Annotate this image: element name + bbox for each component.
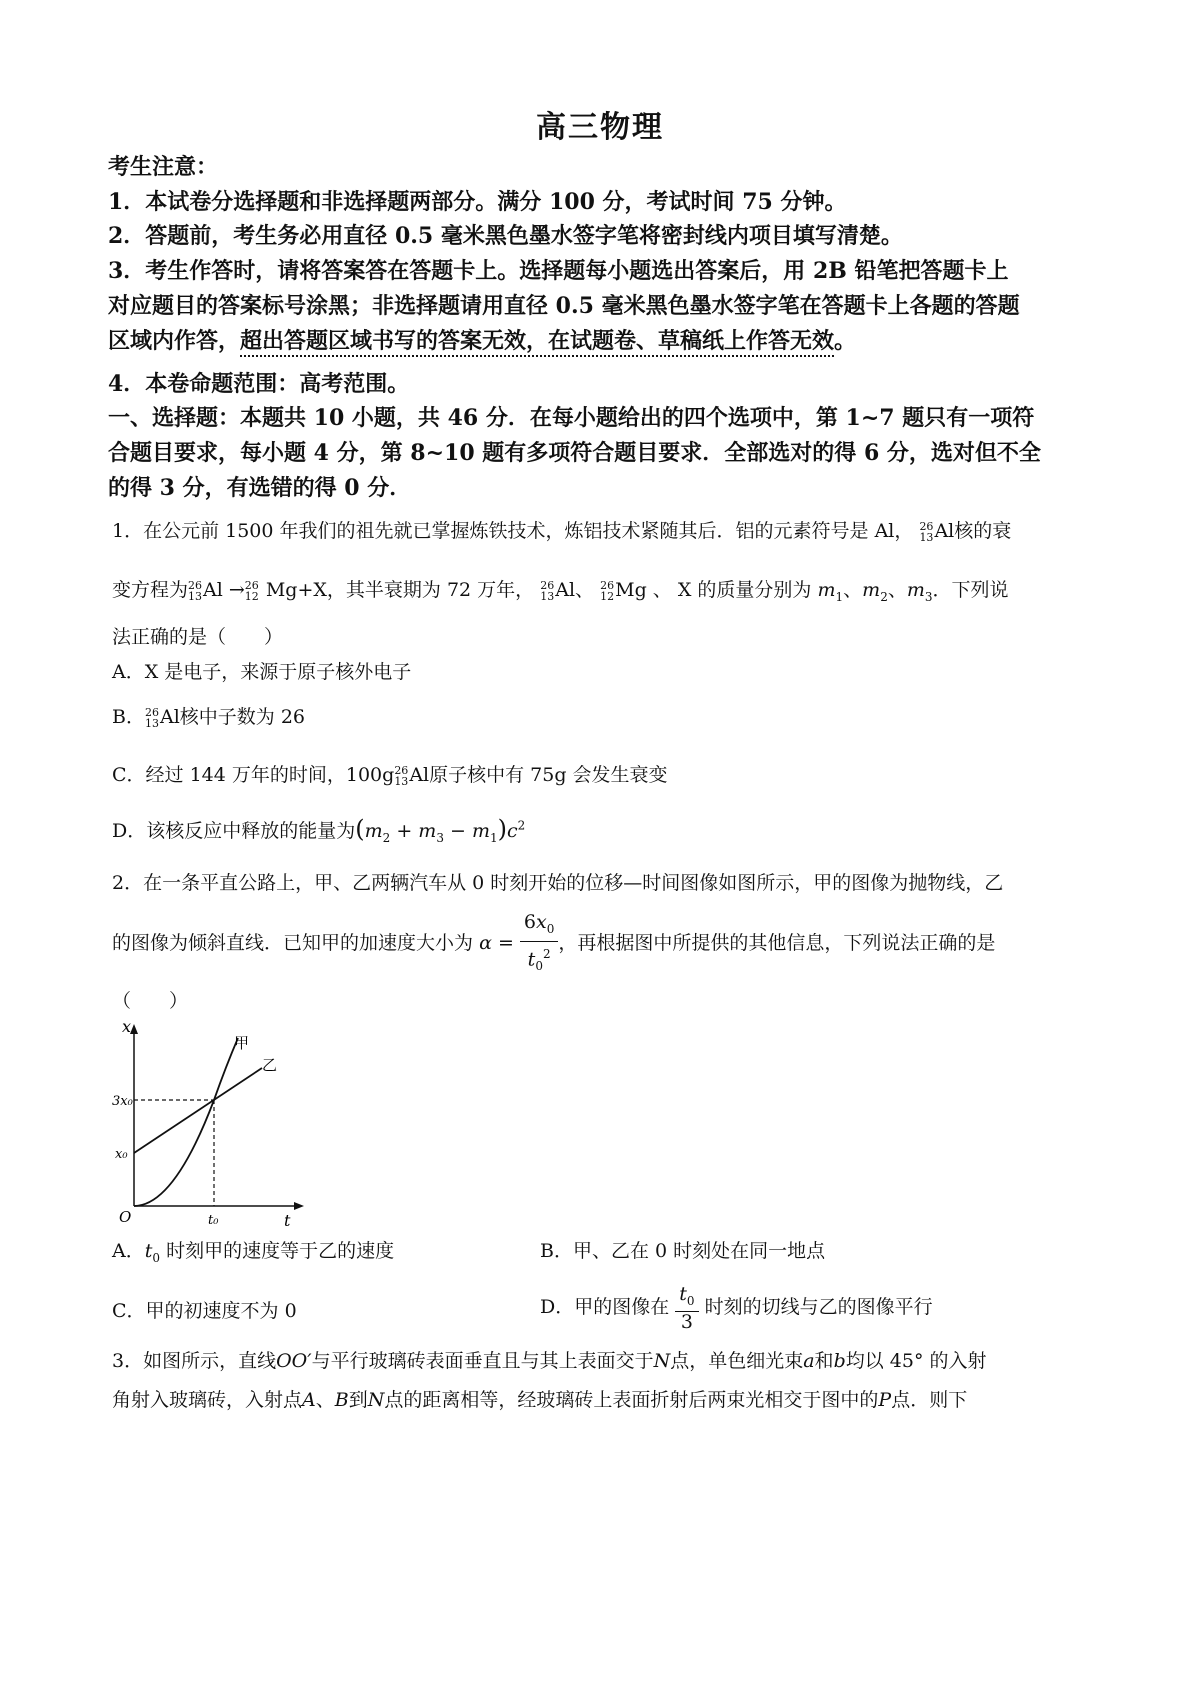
x-t-graph: [112, 1018, 332, 1228]
nuclide-index: 26 13: [188, 579, 203, 603]
nuclide-index: 26 13: [540, 579, 555, 603]
nuclide-al: Al: [203, 579, 223, 601]
label-jia: 甲: [234, 1034, 250, 1052]
mass-symbol: m: [471, 820, 490, 842]
q2-option-d: [540, 1284, 933, 1332]
notice-emphasis: 超出答题区域书写的答案无效，在试题卷、草稿纸上作答无效: [240, 328, 835, 354]
x-axis-arrow-icon: [294, 1202, 304, 1210]
notice-text: 区域内作答，: [108, 328, 241, 354]
q1-line-2: 变方程为26 13Al →26 12 Mg+X，其半衰期为 72 万年， 26 13Al、 26 12Mg 、 X 的质量分别为 $m_1$、$m_2$、$m_3$．下列说: [112, 579, 1009, 604]
nuclide-al: Al: [555, 579, 576, 601]
nuclide-al: Al: [409, 764, 430, 786]
point-n: N: [367, 1389, 385, 1411]
q3-line-1: [112, 1346, 987, 1373]
mass-symbol: m: [364, 820, 383, 842]
particle-x: X: [677, 579, 692, 601]
q1-option-b: [112, 702, 305, 729]
q3-text: 点的距离相等，经玻璃砖上表面折射后两束光相交于图中的: [384, 1389, 879, 1411]
q1-text: 的质量分别为: [697, 579, 812, 601]
nuclide-al: Al: [934, 520, 955, 542]
q3-text: 点，单色细光束: [670, 1350, 804, 1372]
notice-item-4: 4．本卷命题范围：高考范围。: [108, 371, 410, 397]
q2-line-2: 的图像为倾斜直线．已知甲的加速度大小为 α = $\frac{6x_0}{t_0^2}$ ，再根据图中所提供的其他信息，下列说法正确的是: [112, 910, 995, 978]
point-n: N: [653, 1350, 671, 1372]
q1-line-3: 法正确的是（ ）: [112, 626, 284, 648]
label-yi: 乙: [262, 1056, 278, 1074]
option-label: D．甲的图像在: [540, 1295, 670, 1318]
section-1-line-2: 合题目要求，每小题 4 分，第 8~10 题有多项符合题目要求．全部选对的得 6 分，选对但不全: [108, 440, 1041, 466]
option-text: D．该核反应中释放的能量为: [112, 820, 356, 842]
q1-text: ．下列说: [932, 579, 1009, 601]
axis-label-t: t: [284, 1211, 291, 1228]
q1-option-a: A．X 是电子，来源于原子核外电子: [112, 661, 412, 683]
page-title: 高三物理: [536, 110, 664, 145]
notice-item-3-line-3: [108, 324, 856, 355]
tick-x0: x₀: [115, 1147, 128, 1162]
nuclide-index: 26 13: [919, 520, 934, 544]
option-text: 核中子数为 26: [179, 706, 305, 728]
option-text: C．经过 144 万年的时间，100g: [112, 764, 395, 786]
line-oo: OO′: [276, 1350, 312, 1372]
mass-symbol: m: [418, 820, 437, 842]
curve-jia: [134, 1038, 238, 1206]
option-text: 原子核中有 75g 会发生衰变: [429, 764, 668, 786]
tick-3x0: 3x₀: [112, 1094, 133, 1109]
q2-option-c: C．甲的初速度不为 0: [112, 1300, 297, 1322]
nuclide-al: Al: [159, 706, 180, 728]
notice-item-3-line-1: 3．考生作答时，请将答案答在答题卡上。选择题每小题选出答案后，用 2B 铅笔把答题卡上: [108, 258, 1009, 284]
mass-symbol: m: [906, 579, 925, 601]
q3-text: 均以 45° 的入射: [845, 1350, 987, 1372]
q1-option-d: D．该核反应中释放的能量为$(m_2 + m_3 - m_1)c^2$: [112, 815, 526, 845]
notice-heading: 考生注意：: [108, 154, 219, 180]
mass-symbol: m: [817, 579, 836, 601]
notice-item-2: 2．答题前，考生务必用直径 0.5 毫米黑色墨水签字笔将密封线内项目填写清楚。: [108, 223, 903, 249]
option-text: 时刻的切线与乙的图像平行: [704, 1295, 933, 1318]
q2-option-a: A．$t_0$ 时刻甲的速度等于乙的速度: [112, 1240, 395, 1265]
q1-symbol: Al: [874, 520, 895, 542]
q1-text: 变方程为: [112, 579, 189, 601]
q3-text: 3．如图所示，直线: [112, 1350, 277, 1372]
y-axis-arrow-icon: [130, 1024, 138, 1034]
section-1-line-1: 一、选择题：本题共 10 小题，共 46 分．在每小题给出的四个选项中，第 1~7 题只有一项符: [108, 405, 1035, 431]
q3-line-2: 角射入玻璃砖，入射点A、B到N点的距离相等，经玻璃砖上表面折射后两束光相交于图中的P点．则下: [112, 1389, 968, 1411]
beam-a: a: [803, 1350, 815, 1372]
mass-symbol: m: [862, 579, 881, 601]
q2-line-1: 2．在一条平直公路上，甲、乙两辆汽车从 0 时刻开始的位移—时间图像如图所示，甲的图像为抛物线，乙: [112, 872, 1004, 894]
nuclide-index: 26 13: [394, 764, 409, 788]
q3-text: 与平行玻璃砖表面垂直且与其上表面交于: [311, 1350, 654, 1372]
line-yi: [134, 1068, 262, 1153]
nuclide-index: 26 12: [244, 579, 259, 603]
beam-b: b: [833, 1350, 846, 1372]
notice-text: 。: [834, 328, 857, 354]
q1-sep: 、: [575, 579, 595, 601]
nuclide-index: 26 13: [144, 706, 159, 730]
q3-text: 和: [814, 1350, 834, 1372]
q1-text: ，其半衰期为 72 万年，: [326, 579, 535, 601]
point-p: P: [878, 1389, 892, 1411]
q1-option-c: [112, 760, 668, 787]
q2-option-b: B．甲、乙在 0 时刻处在同一地点: [540, 1240, 826, 1262]
q2-line-3: （ ）: [112, 990, 189, 1012]
axis-label-x: x: [122, 1018, 132, 1036]
point-a: A: [302, 1389, 316, 1411]
option-label: B．: [112, 706, 145, 728]
q3-text: 角射入玻璃砖，入射点: [112, 1389, 303, 1411]
q1-line-1: 1．在公元前 1500 年我们的祖先就已掌握炼铁技术，炼铝技术紧随其后．铝的元素符号是 Al， 26 13Al核的衰: [112, 520, 1012, 544]
notice-item-3-line-2: 对应题目的答案标号涂黑；非选择题请用直径 0.5 毫米黑色墨水签字笔在答题卡上各题的答题: [108, 293, 1020, 319]
option-text: 时刻甲的速度等于乙的速度: [166, 1240, 395, 1262]
tick-t0: t₀: [208, 1213, 219, 1228]
notice-item-1: 1．本试卷分选择题和非选择题两部分。满分 100 分，考试时间 75 分钟。: [108, 189, 847, 215]
q2-text: ，再根据图中所提供的其他信息，下列说法正确的是: [558, 931, 996, 954]
nuclide-index: 26 12: [600, 579, 615, 603]
q1-sep: 、: [652, 579, 672, 601]
q1-text: 1．在公元前 1500 年我们的祖先就已掌握炼铁技术，炼铝技术紧随其后．铝的元素符号是: [112, 520, 869, 542]
q3-text: 点．则下: [891, 1389, 968, 1411]
acceleration-fraction: $\frac{6x_0}{t_0^2}$: [520, 910, 558, 978]
option-label: A．: [112, 1240, 145, 1262]
section-1-line-3: 的得 3 分，有选错的得 0 分．: [108, 475, 412, 501]
q1-text: 核的衰: [954, 520, 1012, 542]
nuclide-mg: Mg: [615, 579, 647, 601]
q3-text: 到: [348, 1389, 368, 1411]
point-b: B: [334, 1389, 349, 1411]
origin-label: O: [119, 1208, 132, 1226]
particle-x: X: [313, 579, 327, 601]
q2-text: 的图像为倾斜直线．已知甲的加速度大小为: [112, 931, 474, 954]
nuclide-mg: Mg: [265, 579, 298, 601]
t0-third-fraction: $\frac{t_0}{3}$: [675, 1284, 698, 1332]
